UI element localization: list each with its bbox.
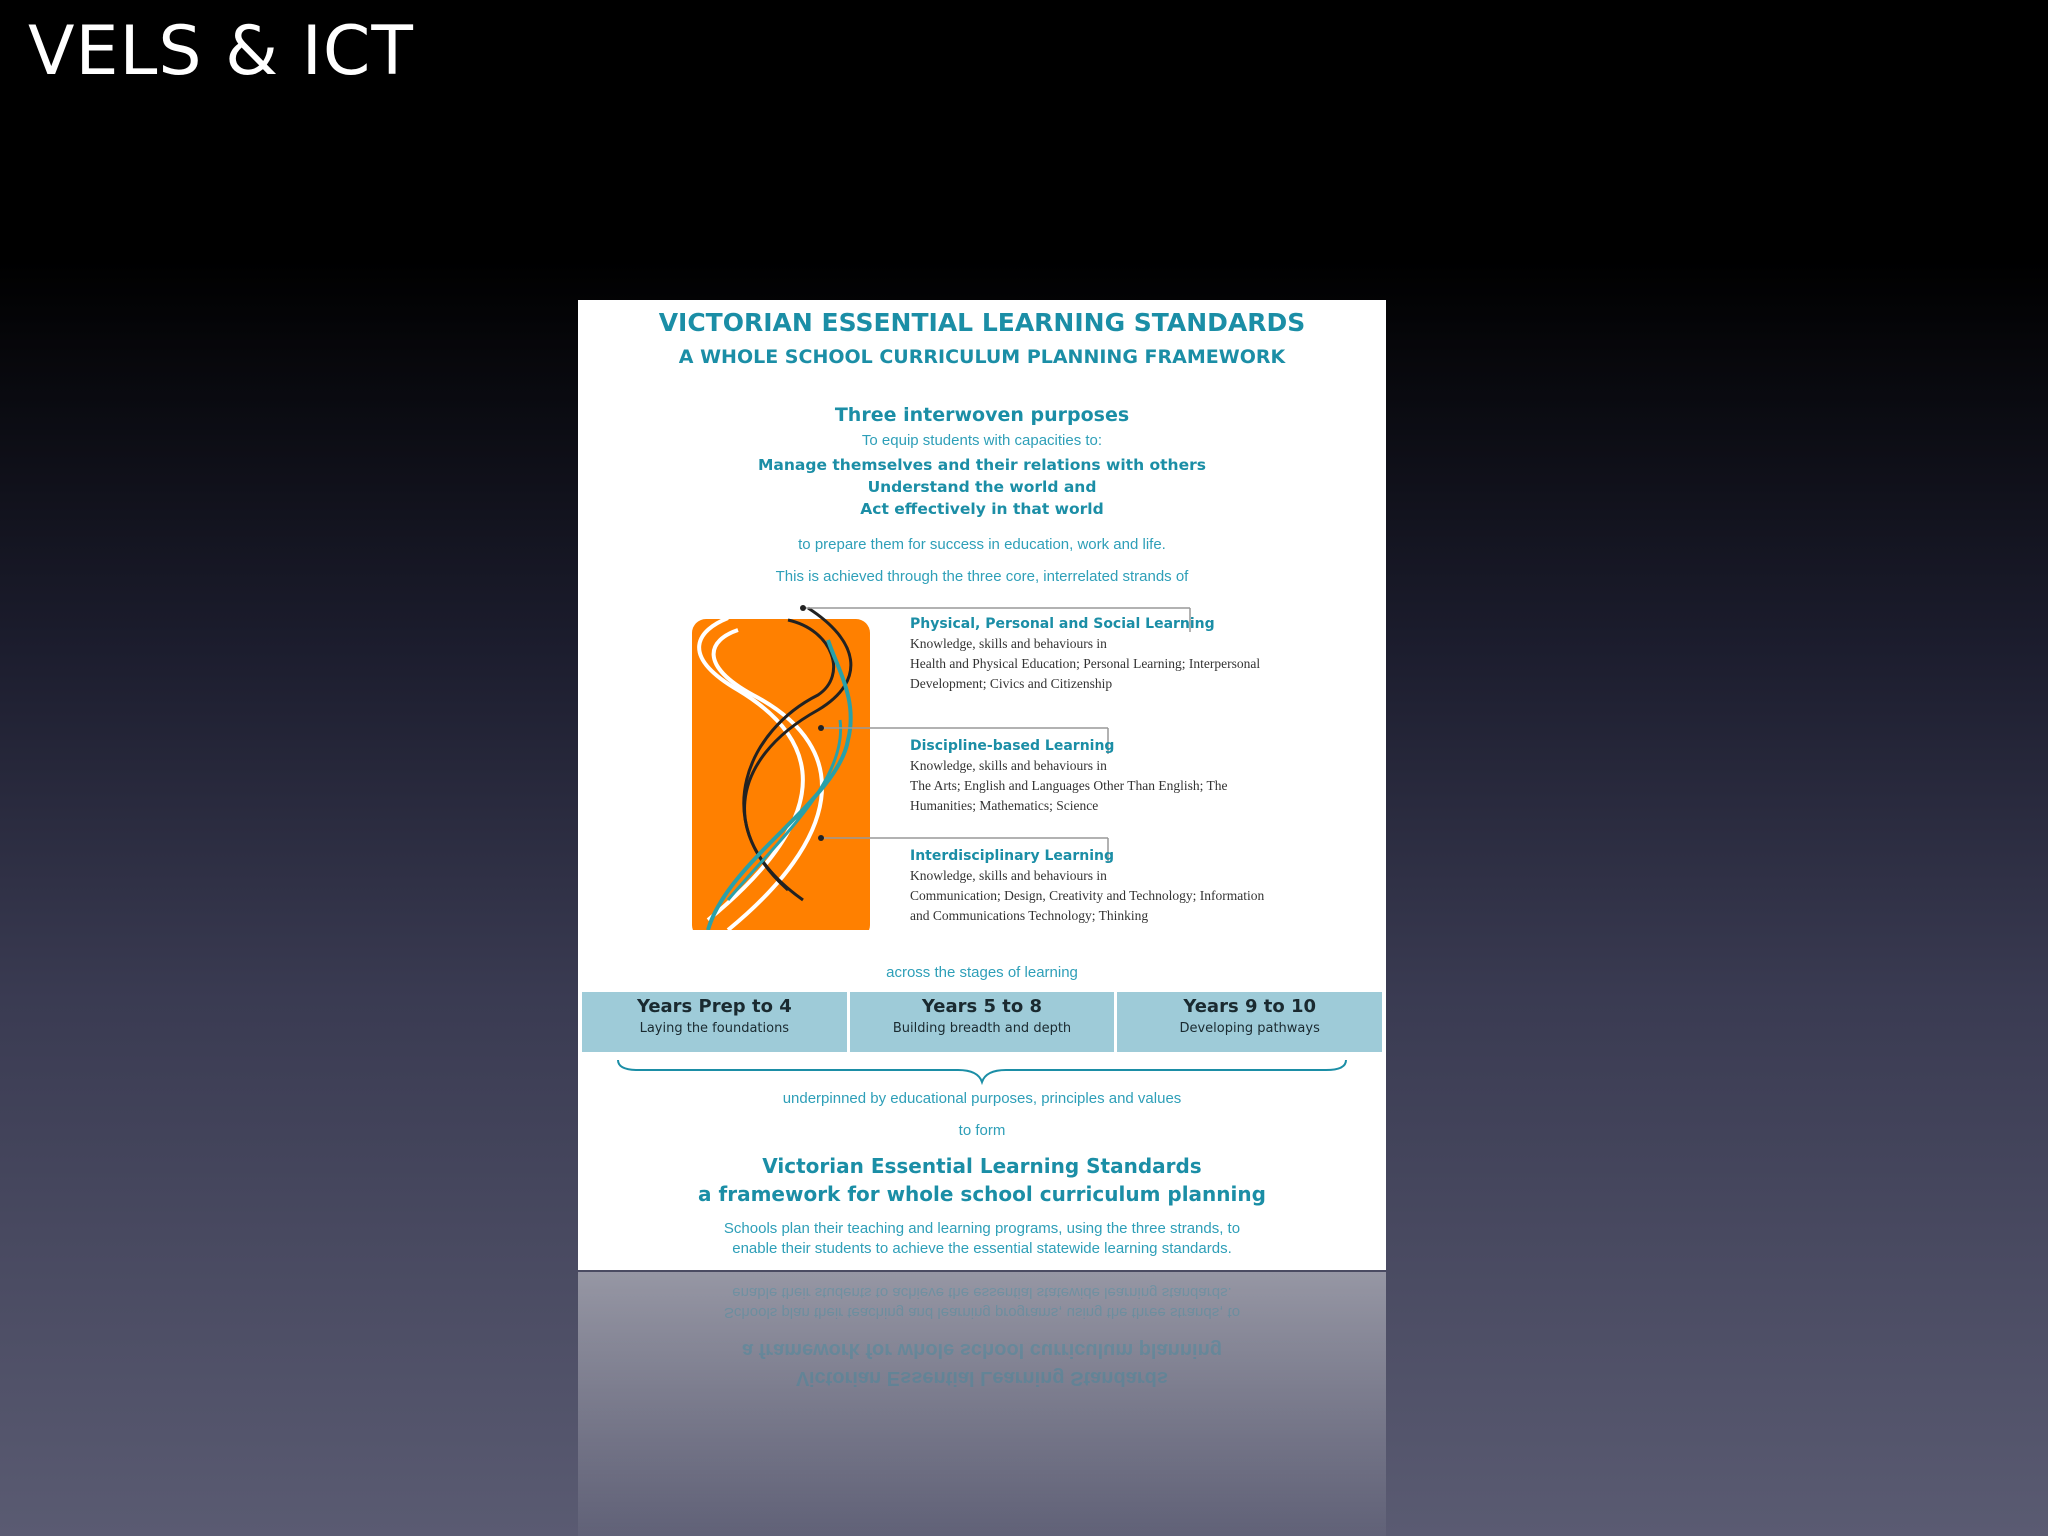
prepare-line: to prepare them for success in education, work and life. bbox=[798, 536, 1166, 553]
stage-name: Years Prep to 4 bbox=[636, 996, 792, 1017]
strand-desc-line: Communication; Design, Creativity and Technology; Information bbox=[910, 888, 1265, 903]
reflection-graphic bbox=[578, 1272, 1386, 1536]
closing-line-2: enable their students to achieve the essential statewide learning standards. bbox=[732, 1240, 1232, 1257]
strand-desc-line: Development; Civics and Citizenship bbox=[910, 676, 1113, 691]
stage-desc: Developing pathways bbox=[1179, 1021, 1320, 1036]
achieved-line: This is achieved through the three core, interrelated strands of bbox=[775, 568, 1189, 585]
strand-interdisciplinary bbox=[910, 846, 1370, 926]
stages-intro: across the stages of learning bbox=[886, 964, 1078, 981]
doc-title: VICTORIAN ESSENTIAL LEARNING STANDARDS bbox=[658, 308, 1306, 337]
stages-bar bbox=[582, 992, 1382, 1052]
strand-desc-line: Health and Physical Education; Personal Learning; Interpersonal bbox=[910, 656, 1261, 671]
purpose-3: Act effectively in that world bbox=[860, 500, 1104, 518]
slide-title: VELS & ICT bbox=[28, 12, 414, 91]
brace bbox=[578, 1058, 1386, 1088]
reflection-text: Schools plan their teaching and learning programs, using the three strands, to bbox=[723, 1304, 1241, 1321]
form-title-2: a framework for whole school curriculum planning bbox=[698, 1182, 1266, 1206]
strand-name: Interdisciplinary Learning bbox=[910, 848, 1114, 864]
purposes-heading: Three interwoven purposes bbox=[834, 404, 1130, 426]
stage-desc: Building breadth and depth bbox=[892, 1021, 1072, 1036]
reflection-text: enable their students to achieve the essential statewide learning standards. bbox=[732, 1284, 1232, 1301]
document-reflection bbox=[578, 1272, 1386, 1536]
reflection-text: Victorian Essential Learning Standards bbox=[796, 1367, 1168, 1389]
doc-subtitle: A WHOLE SCHOOL CURRICULUM PLANNING FRAMEWORK bbox=[678, 346, 1286, 368]
strand-physical-personal-social bbox=[910, 614, 1370, 694]
stage-desc: Laying the foundations bbox=[639, 1021, 790, 1036]
purpose-1: Manage themselves and their relations with others bbox=[758, 456, 1206, 474]
form-title-1: Victorian Essential Learning Standards bbox=[762, 1154, 1202, 1178]
closing-line-1: Schools plan their teaching and learning programs, using the three strands, to bbox=[723, 1220, 1241, 1237]
stage-9-to-10 bbox=[1117, 992, 1382, 1052]
vels-framework-document bbox=[578, 300, 1386, 1270]
stage-prep-to-4 bbox=[582, 992, 847, 1052]
purposes-intro: To equip students with capacities to: bbox=[861, 432, 1103, 449]
strand-desc-line: The Arts; English and Languages Other Than English; The bbox=[910, 778, 1228, 793]
strand-name: Physical, Personal and Social Learning bbox=[910, 616, 1215, 632]
strand-desc-line: and Communications Technology; Thinking bbox=[910, 908, 1149, 923]
strand-desc-line: Knowledge, skills and behaviours in bbox=[910, 868, 1107, 883]
stage-5-to-8 bbox=[850, 992, 1115, 1052]
stage-name: Years 5 to 8 bbox=[921, 996, 1043, 1017]
strand-desc-line: Knowledge, skills and behaviours in bbox=[910, 758, 1107, 773]
purpose-2: Understand the world and bbox=[867, 478, 1097, 496]
strand-discipline-based bbox=[910, 736, 1370, 816]
strand-desc-line: Knowledge, skills and behaviours in bbox=[910, 636, 1107, 651]
strand-name: Discipline-based Learning bbox=[910, 738, 1115, 754]
to-form-line: to form bbox=[958, 1122, 1006, 1139]
reflection-text: a framework for whole school curriculum planning bbox=[741, 1339, 1223, 1361]
stage-name: Years 9 to 10 bbox=[1183, 996, 1317, 1017]
strand-desc-line: Humanities; Mathematics; Science bbox=[910, 798, 1099, 813]
underpinned-line: underpinned by educational purposes, principles and values bbox=[782, 1090, 1182, 1107]
